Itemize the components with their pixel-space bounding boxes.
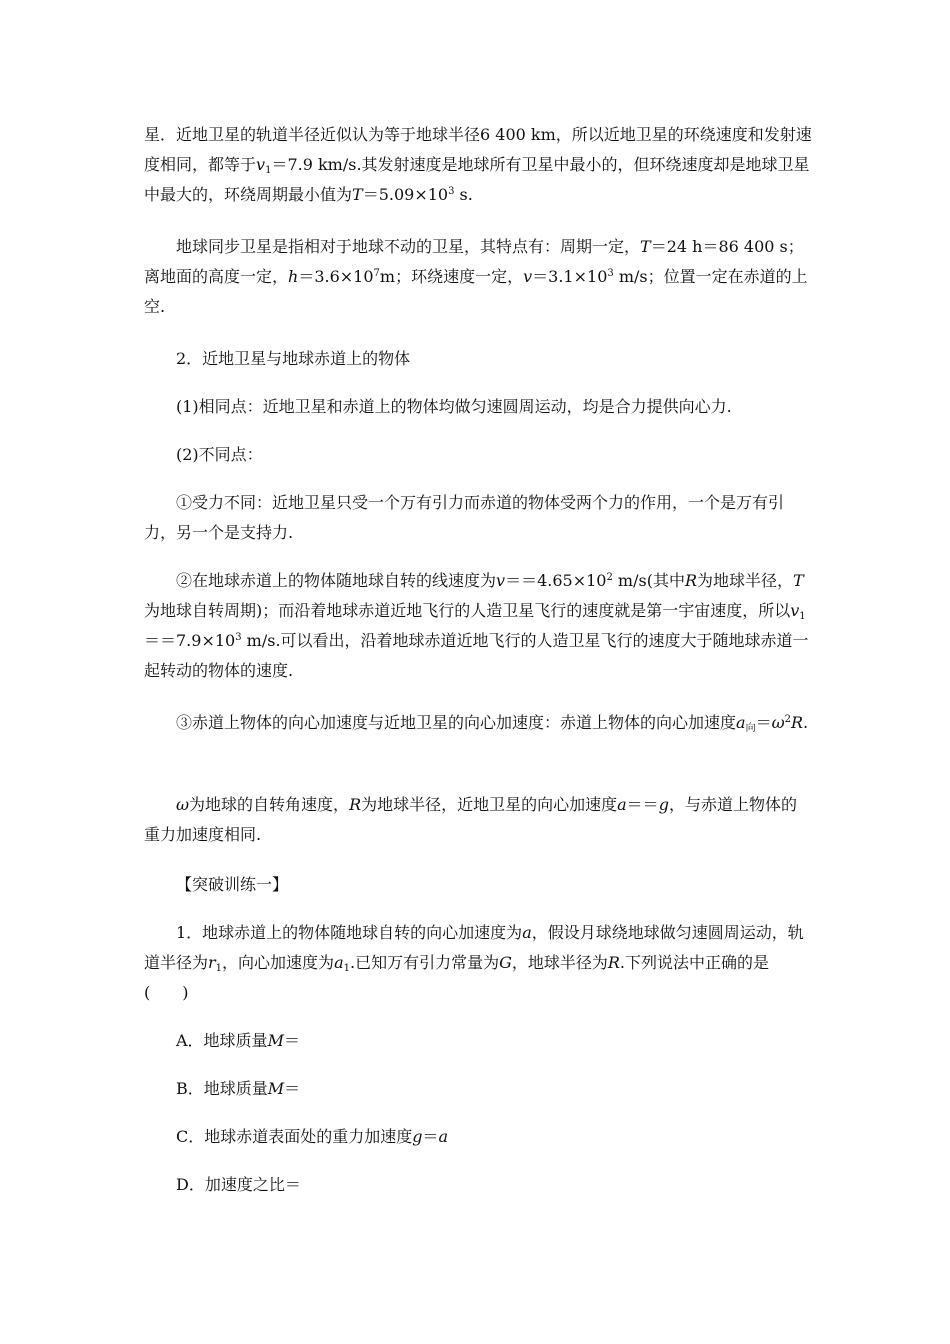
paragraph-9 xyxy=(144,790,812,850)
paragraph-2 xyxy=(144,232,812,322)
superscript: 3 xyxy=(448,186,455,197)
var-R: R xyxy=(607,953,620,972)
text: ＝24 h＝86 400 s；离地面的高度一定， xyxy=(144,237,804,286)
text: 地球同步卫星是指相对于地球不动的卫星，其特点有：周期一定， xyxy=(176,237,641,256)
superscript: 7 xyxy=(373,268,380,279)
text: ＝ xyxy=(755,713,772,732)
paragraph-4: (1)相同点：近地卫星和赤道上的物体均做匀速圆周运动，均是合力提供向心力. xyxy=(176,397,732,416)
text: ＝ xyxy=(422,1127,439,1146)
text: ＝＝4.65×10 xyxy=(505,571,607,590)
option-d[interactable] xyxy=(176,1170,301,1200)
var-v: v xyxy=(523,267,533,286)
var-h: h xyxy=(288,267,299,286)
text: m/s(其中 xyxy=(612,571,685,590)
var-T: T xyxy=(640,237,651,256)
option-label: B．地球质量 xyxy=(176,1079,268,1098)
text: .已知万有引力常量为 xyxy=(349,953,500,972)
paragraph-6: ①受力不同：近地卫星只受一个万有引力而赤道的物体受两个力的作用，一个是万有引力，另一个是支持力. xyxy=(144,493,785,542)
subscript: 向 xyxy=(745,723,756,734)
option-label: C．地球赤道表面处的重力加速度 xyxy=(176,1127,413,1146)
var-a: a xyxy=(736,713,746,732)
text: ，假设月球绕地球做匀速圆周运动，轨道半径为 xyxy=(144,923,804,972)
text: ②在地球赤道上的物体随地球自转的线速度为 xyxy=(176,571,497,590)
paragraph-1 xyxy=(144,120,812,210)
paragraph-3: 2．近地卫星与地球赤道上的物体 xyxy=(176,349,411,368)
superscript: 2 xyxy=(784,714,791,725)
var-a: a xyxy=(438,1127,449,1146)
text: 为地球半径， xyxy=(697,571,794,590)
text: .下列说法中正确的是( ) xyxy=(144,953,770,1002)
text: 为地球的自转角速度， xyxy=(189,795,350,814)
var-R: R xyxy=(349,795,362,814)
paragraph-5: (2)不同点： xyxy=(176,445,263,464)
text: ＝＝7.9×10 xyxy=(144,631,236,650)
text: ③赤道上物体的向心加速度与近地卫星的向心加速度：赤道上物体的向心加速度 xyxy=(176,713,737,732)
text: ＝7.9 km/s.其发射速度是地球所有卫星中最小的，但环绕速度却是地球卫星中最大的，环绕周期最小值为 xyxy=(144,155,810,204)
text: 星．近地卫星的轨道半径近似认为等于地球半径6 400 km，所以近地卫星的环绕速度和发射速度相同，都等于 xyxy=(144,125,812,174)
option-a[interactable] xyxy=(176,1026,300,1056)
var-g: g xyxy=(658,795,669,814)
var-a: a xyxy=(617,795,627,814)
text: ＝ xyxy=(283,1031,300,1050)
text: 为地球半径，近地卫星的向心加速度 xyxy=(361,795,618,814)
text: ＝＝ xyxy=(626,795,659,814)
text: 1．地球赤道上的物体随地球自转的向心加速度为 xyxy=(176,923,523,942)
var-M: M xyxy=(267,1079,285,1098)
text: ，向心加速度为 xyxy=(222,953,335,972)
var-a1: a xyxy=(334,953,344,972)
text: s. xyxy=(454,185,473,204)
var-R: R xyxy=(791,713,804,732)
var-R: R xyxy=(684,571,697,590)
var-v: v xyxy=(496,571,506,590)
text: ，地球半径为 xyxy=(511,953,608,972)
subscript: 1 xyxy=(215,963,223,974)
text: ＝3.6×10 xyxy=(298,267,374,286)
var-T: T xyxy=(352,185,363,204)
var-M: M xyxy=(267,1031,284,1050)
var-G: G xyxy=(499,953,512,972)
var-omega: ω xyxy=(771,713,785,732)
var-omega: ω xyxy=(176,795,190,814)
superscript: 2 xyxy=(606,572,613,583)
paragraph-7 xyxy=(144,566,812,686)
text: m/s.可以看出，沿着地球赤道近地飞行的人造卫星飞行的速度大于随地球赤道一起转动的物体的速度. xyxy=(144,631,809,680)
superscript: 3 xyxy=(607,268,614,279)
paragraph-8 xyxy=(144,708,812,738)
option-b[interactable] xyxy=(176,1074,300,1104)
var-v1: v xyxy=(256,155,266,174)
text: . xyxy=(803,713,809,732)
var-T: T xyxy=(793,571,804,590)
text: 为地球自转周期)；而沿着地球赤道近地飞行的人造卫星飞行的速度就是第一宇宙速度，所以 xyxy=(144,601,791,620)
superscript: 3 xyxy=(235,632,242,643)
question-1 xyxy=(144,918,812,1008)
subscript: 1 xyxy=(265,165,272,176)
var-r1: r xyxy=(208,953,216,972)
text: m/s；位置一定在赤道的上空. xyxy=(144,267,808,316)
text: ＝ xyxy=(284,1079,301,1098)
var-g: g xyxy=(412,1127,423,1146)
text: ＝5.09×10 xyxy=(362,185,449,204)
option-label: A．地球质量 xyxy=(176,1031,268,1050)
text: ，与赤道上物体的重力加速度相同. xyxy=(144,795,797,844)
subscript: 1 xyxy=(343,963,350,974)
text: ＝3.1×10 xyxy=(532,267,608,286)
var-a: a xyxy=(522,923,532,942)
text: m；环绕速度一定， xyxy=(379,267,524,286)
option-label: D．加速度之比＝ xyxy=(176,1175,301,1194)
section-title: 【突破训练一】 xyxy=(176,875,289,894)
subscript: 1 xyxy=(799,611,806,622)
var-v1: v xyxy=(790,601,800,620)
option-c[interactable] xyxy=(176,1122,448,1152)
